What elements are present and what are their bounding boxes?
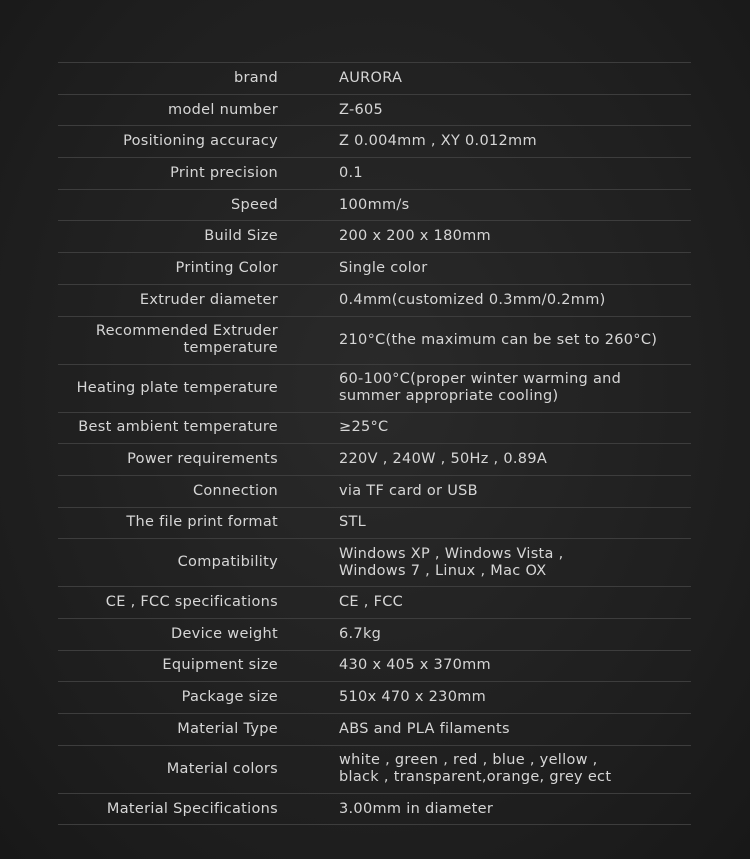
spec-row-power-requirements	[58, 444, 691, 476]
spec-value: ABS and PLA filaments	[339, 720, 510, 737]
spec-value: 430 x 405 x 370mm	[339, 657, 491, 674]
spec-label: model number	[168, 101, 278, 118]
spec-label: Extruder diameter	[139, 291, 278, 308]
spec-value: Z-605	[339, 101, 384, 118]
spec-label: CE , FCC specifications	[105, 594, 278, 611]
spec-value: 0.1	[339, 164, 363, 181]
spec-label: Connection	[192, 482, 278, 499]
spec-label: Compatibility	[177, 554, 278, 571]
spec-row-speed	[58, 190, 691, 222]
spec-value-line: white , green , red , blue , yellow ,	[339, 752, 598, 769]
spec-row-best-ambient-temperature	[58, 413, 691, 445]
spec-label: Power requirements	[127, 451, 278, 468]
spec-value-line: Windows XP , Windows Vista ,	[339, 545, 564, 562]
spec-label: Best ambient temperature	[78, 419, 278, 436]
spec-row-build-size	[58, 221, 691, 253]
spec-value: 3.00mm in diameter	[339, 800, 494, 817]
spec-table	[58, 62, 691, 825]
spec-row-material-colors	[58, 746, 691, 794]
spec-row-device-weight	[58, 619, 691, 651]
spec-label-line: Recommended Extruder	[95, 323, 278, 339]
spec-label: Printing Color	[175, 259, 278, 276]
spec-label: Material colors	[166, 760, 278, 777]
spec-row-printing-color	[58, 253, 691, 285]
spec-value: AURORA	[339, 69, 403, 86]
spec-row-compatibility	[58, 539, 691, 587]
spec-value	[339, 371, 679, 405]
spec-row-recommended-extruder-temperature	[58, 317, 691, 365]
spec-label: Print precision	[170, 164, 278, 181]
spec-label: The file print format	[126, 514, 278, 531]
spec-value: 6.7kg	[339, 625, 382, 642]
spec-label	[58, 323, 278, 357]
spec-label-line: temperature	[183, 340, 278, 356]
spec-row-extruder-diameter	[58, 285, 691, 317]
spec-value: 510x 470 x 230mm	[339, 689, 487, 706]
spec-label: Package size	[181, 689, 278, 706]
spec-value: STL	[339, 514, 367, 531]
spec-value: 100mm/s	[339, 196, 410, 213]
spec-row-model-number	[58, 95, 691, 127]
spec-label: Heating plate temperature	[76, 379, 278, 396]
spec-value-line: summer appropriate cooling)	[339, 388, 559, 404]
spec-row-brand	[58, 63, 691, 95]
spec-row-ce-fcc	[58, 587, 691, 619]
spec-label: Build Size	[204, 228, 278, 245]
spec-label: brand	[234, 69, 278, 86]
spec-value: ≥25°C	[339, 419, 389, 436]
spec-value-line: black , transparent,orange, grey ect	[339, 769, 612, 786]
spec-label: Equipment size	[162, 657, 278, 674]
spec-value	[339, 546, 679, 580]
spec-value: via TF card or USB	[339, 482, 478, 499]
spec-label: Material Type	[177, 720, 278, 737]
spec-row-package-size	[58, 682, 691, 714]
spec-row-material-type	[58, 714, 691, 746]
spec-label: Device weight	[171, 625, 278, 642]
spec-label: Speed	[231, 196, 278, 213]
spec-row-material-specifications	[58, 794, 691, 826]
spec-row-connection	[58, 476, 691, 508]
spec-value: Z 0.004mm , XY 0.012mm	[339, 133, 537, 150]
spec-value: 0.4mm(customized 0.3mm/0.2mm)	[339, 291, 606, 308]
spec-label: Positioning accuracy	[123, 133, 278, 150]
spec-value: 210°C(the maximum can be set to 260°C)	[339, 331, 658, 348]
spec-row-positioning-accuracy	[58, 126, 691, 158]
spec-label: Material Specifications	[106, 800, 278, 817]
spec-value-line: Windows 7 , Linux , Mac OX	[339, 562, 547, 579]
spec-row-file-print-format	[58, 508, 691, 540]
spec-row-heating-plate-temperature	[58, 365, 691, 413]
spec-row-equipment-size	[58, 651, 691, 683]
spec-value	[339, 752, 679, 786]
spec-value-line: 60-100°C(proper winter warming and	[339, 371, 622, 387]
spec-value: 200 x 200 x 180mm	[339, 228, 491, 245]
spec-value: Single color	[339, 259, 428, 276]
spec-value: 220V , 240W , 50Hz , 0.89A	[339, 451, 548, 468]
spec-value: CE , FCC	[339, 594, 404, 611]
spec-row-print-precision	[58, 158, 691, 190]
